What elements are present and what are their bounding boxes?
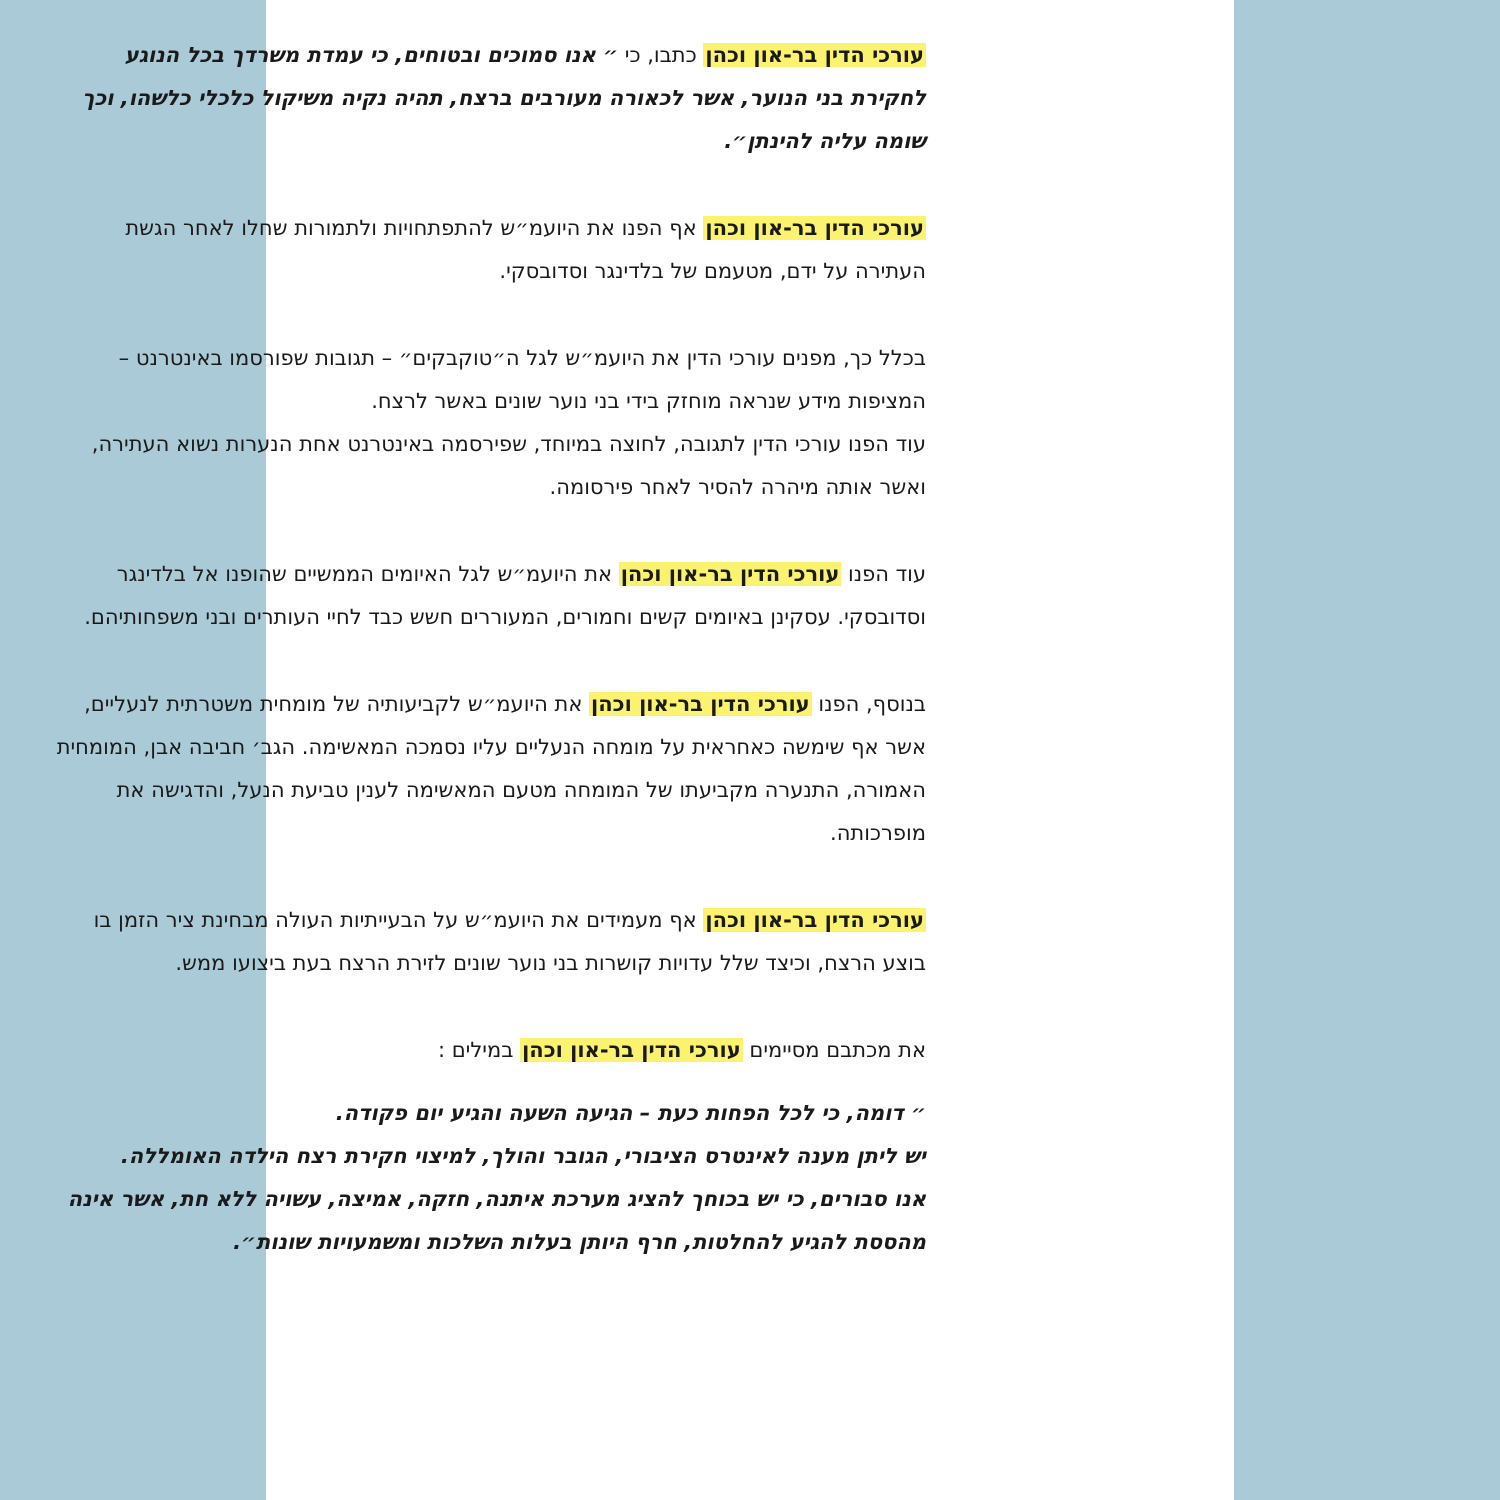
paragraph-1-quote: ״ אנו סמוכים ובטוחים, כי עמדת משרדך בכל הנוגע לחקירת בני הנוער, אשר לכאורה מעורבים ברצח, תהיה נקיה משיקול כלכלי כלשהו, וכך שומה עליה להינתן״. bbox=[82, 43, 926, 153]
paragraph-3a bbox=[56, 337, 926, 423]
highlighted-lawyers-name: עורכי הדין בר-און וכהן bbox=[705, 43, 924, 67]
paragraph-1 bbox=[56, 34, 926, 163]
highlighted-lawyers-name: עורכי הדין בר-און וכהן bbox=[591, 692, 810, 716]
paragraph-7-intro: את מכתבם מסיימים bbox=[742, 1038, 926, 1062]
document-page bbox=[56, 0, 1234, 1500]
paragraph-3a-text: בכלל כך, מפנים עורכי הדין את היועמ״ש לגל ה״טוקבקים״ – תגובות שפורסמו באינטרנט – המציפות מידע שנראה מוחזק בידי בני נוער שונים באשר לרצח. bbox=[118, 346, 926, 413]
paragraph-5-text: את היועמ״ש לקביעותיה של מומחית משטרתית לנעליים, אשר אף שימשה כאחראית על מומחה הנעליים עליו נסמכה המאשימה. הגב׳ חביבה אבן, המומחית האמורה, התנערה מקביעתו של המומחה מטעם המאשימה לענין טביעת הנעל, והדגישה את מופרכותה. bbox=[56, 692, 926, 845]
highlighted-lawyers-name: עורכי הדין בר-און וכהן bbox=[620, 562, 840, 586]
closing-quote-line-3: אנו סבורים, כי יש בכוחך להציג מערכת איתנה, חזקה, אמיצה, עשויה ללא חת, אשר אינה מהססת להגיע להחלטות, חרף היותן בעלות השלכות ומשמעויות שונות״. bbox=[67, 1187, 926, 1254]
letter-body bbox=[56, 34, 926, 1264]
paragraph-2 bbox=[56, 207, 926, 293]
paragraph-4-text: את היועמ״ש לגל האיומים הממשיים שהופנו אל בלדינגר וסדובסקי. עסקינן באיומים קשים וחמורים, המעוררים חשש כבד לחיי העותרים ובני משפחותיהם. bbox=[84, 562, 926, 629]
paragraph-2-text: אף הפנו את היועמ״ש להתפתחויות ולתמורות שחלו לאחר הגשת העתירה על ידם, מטעמם של בלדינגר וסדובסקי. bbox=[125, 216, 926, 283]
paragraph-5-intro: בנוסף, הפנו bbox=[811, 692, 926, 716]
paragraph-3b-text: עוד הפנו עורכי הדין לתגובה, לחוצה במיוחד, שפירסמה באינטרנט אחת הנערות נשוא העתירה, ואשר אותה מיהרה להסיר לאחר פירסומה. bbox=[91, 432, 926, 499]
paragraph-5 bbox=[56, 683, 926, 855]
paragraph-7-text: במילים : bbox=[437, 1038, 514, 1062]
closing-quote-line-1: ״ דומה, כי לכל הפחות כעת – הגיעה השעה והגיע יום פקודה. bbox=[335, 1101, 926, 1125]
highlighted-lawyers-name: עורכי הדין בר-און וכהן bbox=[705, 908, 924, 932]
paragraph-4 bbox=[56, 553, 926, 639]
paragraph-1-intro: כתבו, כי bbox=[618, 43, 697, 67]
closing-quote bbox=[56, 1092, 926, 1264]
paragraph-6-text: אף מעמידים את היועמ״ש על הבעייתיות העולה מבחינת ציר הזמן בו בוצע הרצח, וכיצד שלל עדויות קושרות בני נוער שונים לזירת הרצח בעת ביצועו ממש. bbox=[93, 908, 926, 975]
paragraph-6 bbox=[56, 899, 926, 985]
paragraph-4-intro: עוד הפנו bbox=[841, 562, 926, 586]
paragraph-7 bbox=[56, 1029, 926, 1072]
highlighted-lawyers-name: עורכי הדין בר-און וכהן bbox=[705, 216, 924, 240]
highlighted-lawyers-name: עורכי הדין בר-און וכהן bbox=[522, 1038, 741, 1062]
closing-quote-line-2: יש ליתן מענה לאינטרס הציבורי, הגובר והולך, למיצוי חקירת רצח הילדה האומללה. bbox=[120, 1144, 926, 1168]
paragraph-3b bbox=[56, 423, 926, 509]
